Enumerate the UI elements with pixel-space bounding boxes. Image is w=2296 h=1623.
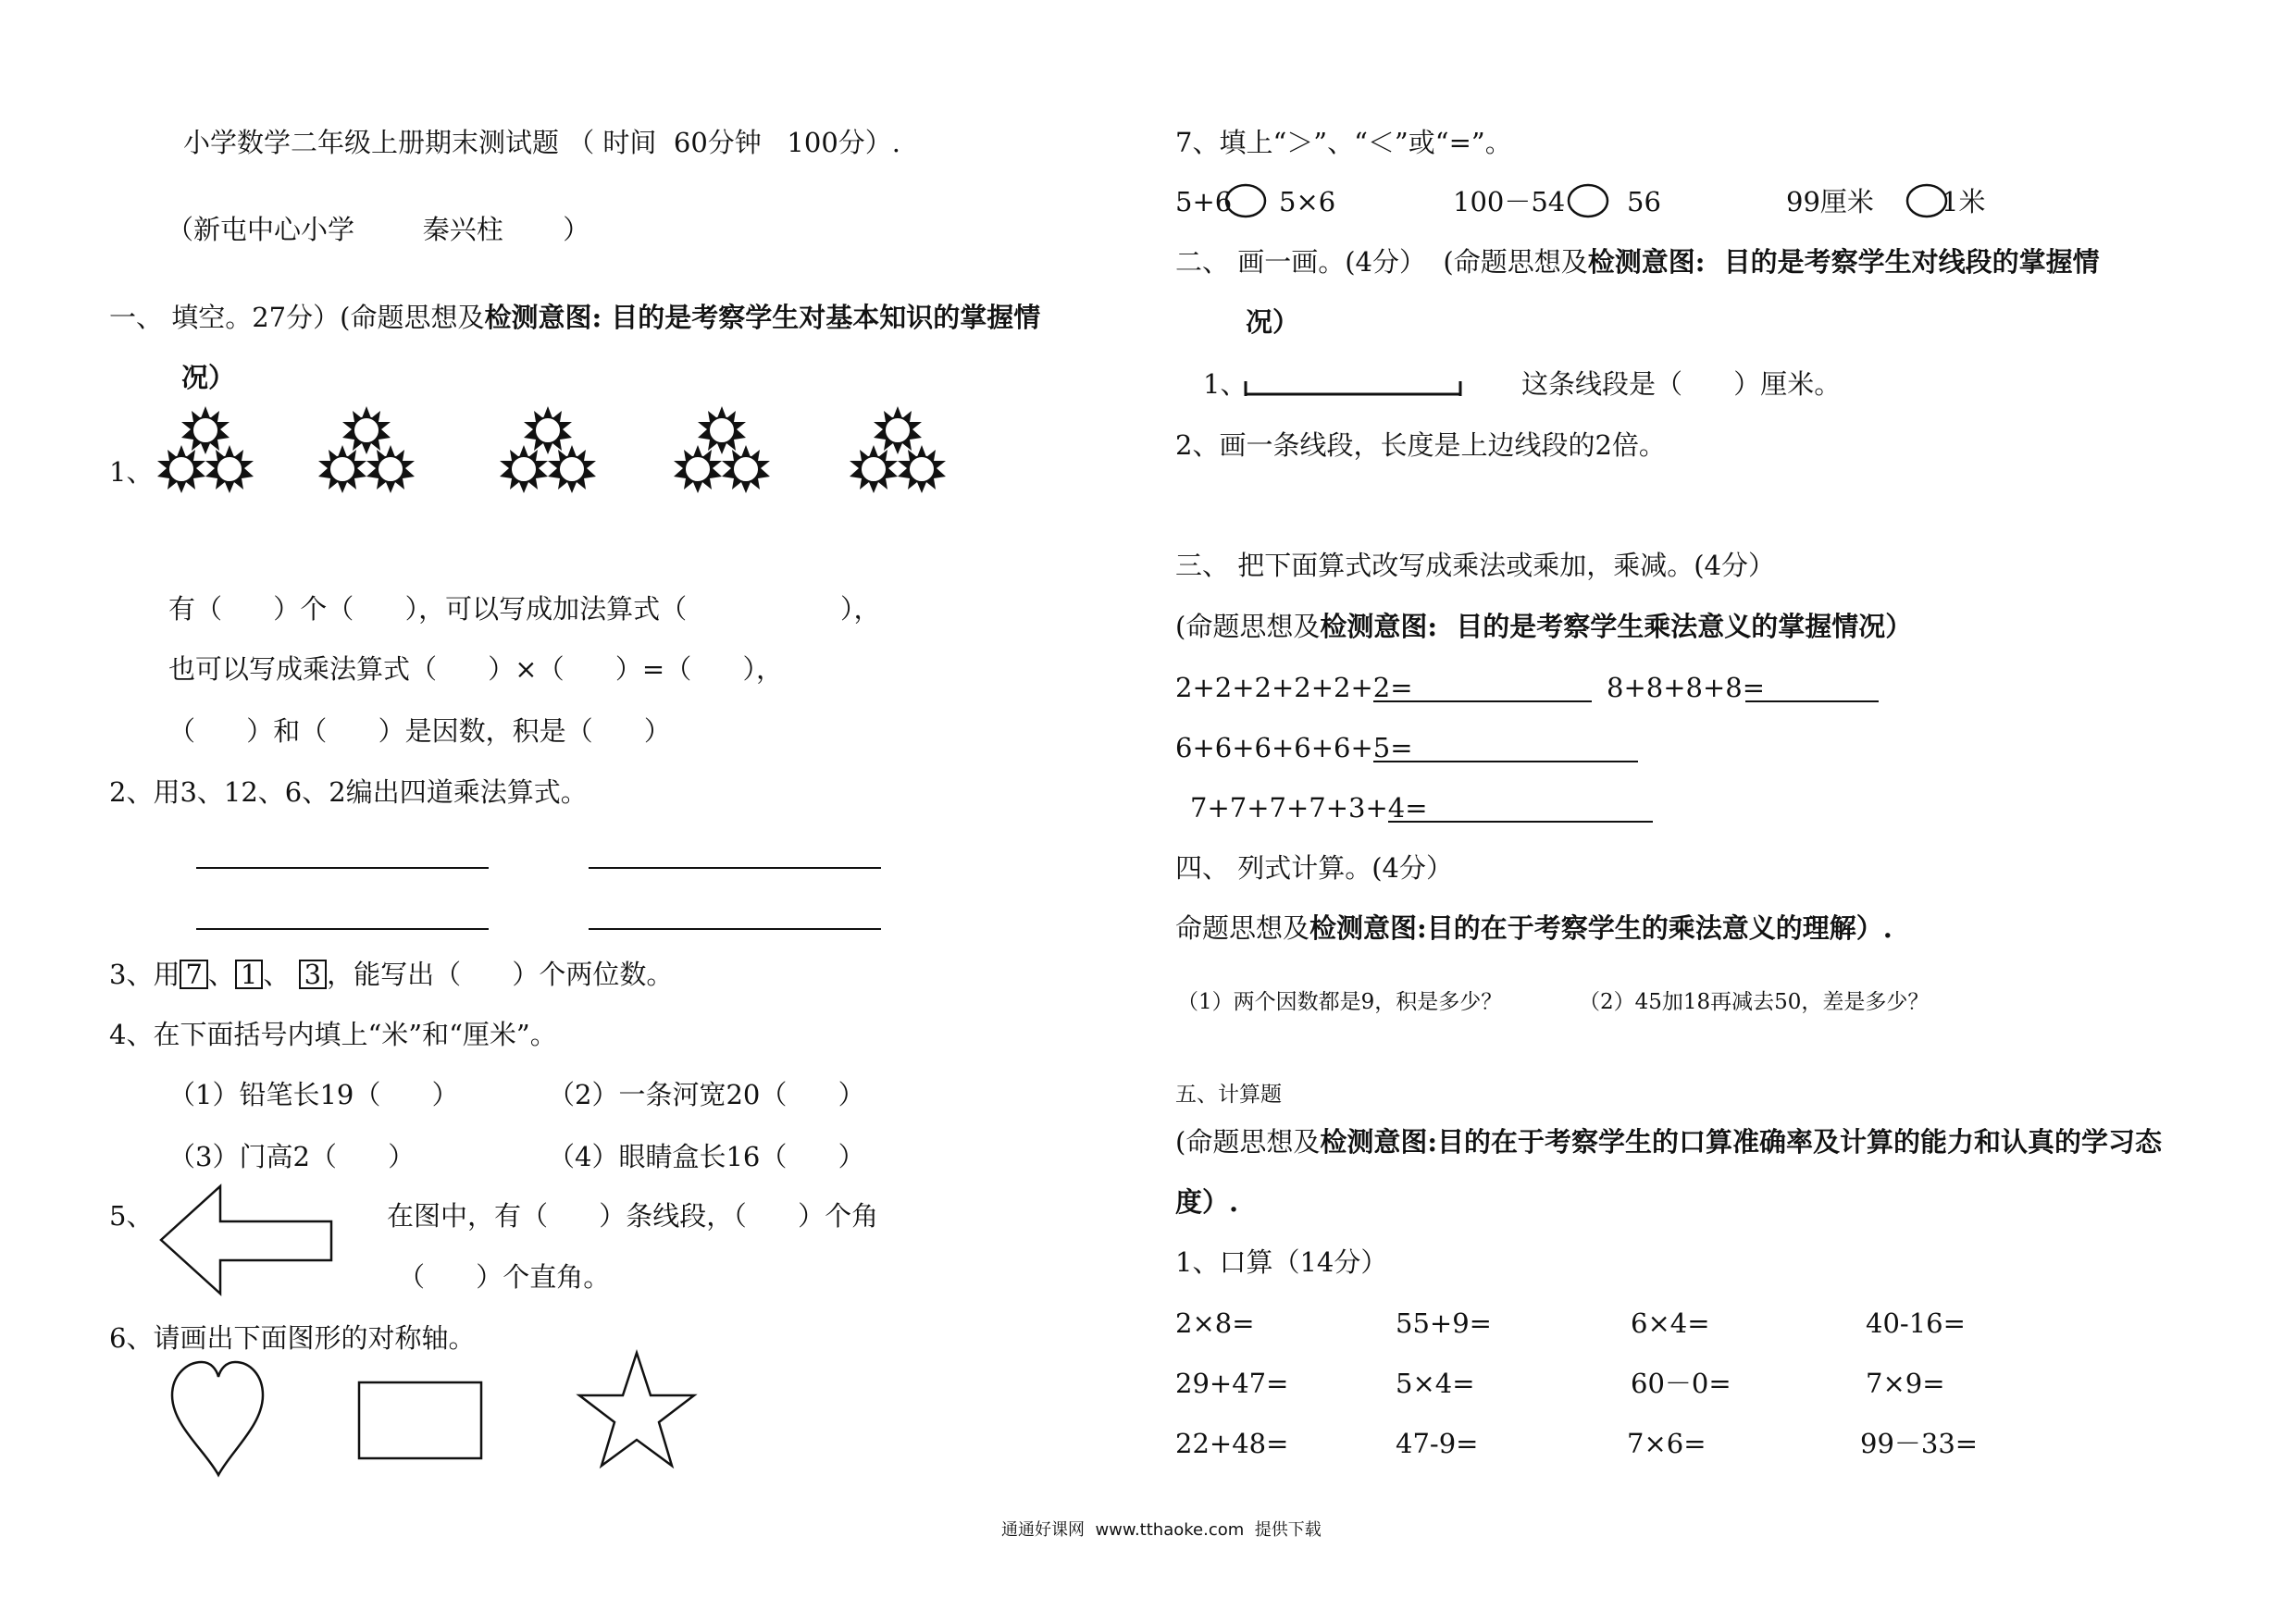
- q4-item-a: （1）铅笔长19（ ）: [168, 1079, 459, 1110]
- calc-item: 7×6=: [1627, 1428, 1706, 1459]
- q6-text: 6、请画出下面图形的对称轴。: [109, 1322, 476, 1354]
- part1-heading-tail: 况）: [181, 362, 236, 393]
- q1-line2: 也可以写成乘法算式（ ）×（ ）=（ ），: [168, 653, 784, 685]
- answer-line[interactable]: [589, 928, 881, 930]
- calc-item: 2×8=: [1175, 1307, 1255, 1339]
- q5-line2: （ ）个直角。: [398, 1261, 611, 1293]
- part5-sub: 1、口算（14分）: [1175, 1246, 1388, 1278]
- compare-circle[interactable]: [1566, 183, 1612, 220]
- compare-b-left: 100－54: [1453, 186, 1566, 217]
- q4-item-d: （4）眼睛盒长16（ ）: [548, 1141, 865, 1172]
- line-segment: [1244, 372, 1466, 400]
- compare-circle[interactable]: [1223, 183, 1270, 220]
- part4-note: 命题思想及检测意图:目的在于考察学生的乘法意义的理解）.: [1175, 912, 1893, 944]
- compare-c-left: 99厘米: [1786, 186, 1874, 217]
- expr-1: 2+2+2+2+2+2=: [1175, 672, 1413, 703]
- calc-item: 5×4=: [1396, 1368, 1475, 1399]
- heart-shape[interactable]: [168, 1358, 270, 1479]
- q4-item-b: （2）一条河宽20（ ）: [548, 1079, 865, 1110]
- sun-cluster-5: [850, 406, 946, 493]
- answer-line[interactable]: [1373, 700, 1592, 702]
- answer-line[interactable]: [196, 928, 489, 930]
- sun-cluster-2: [318, 406, 415, 493]
- q1-line3: （ ）和（ ）是因数，积是（ ）: [168, 715, 671, 747]
- expr-2: 8+8+8+8=: [1607, 672, 1765, 703]
- part2-heading-tail: 况）: [1246, 306, 1300, 338]
- part4-q2: （2）45加18再减去50，差是多少？: [1579, 990, 1930, 1014]
- compare-c-right: 1米: [1942, 186, 1986, 217]
- footer-credit: 通通好课网 www.tthaoke.com 提供下载: [1001, 1520, 1322, 1540]
- answer-line[interactable]: [1388, 821, 1653, 823]
- calc-item: 47-9=: [1396, 1428, 1479, 1459]
- calc-item: 99－33=: [1860, 1428, 1979, 1459]
- q5-line1: 在图中，有（ ）条线段，（ ）个角: [387, 1200, 879, 1232]
- school-author: （新屯中心小学 秦兴柱 ）: [167, 214, 590, 245]
- part4-q1: （1）两个因数都是9，积是多少？: [1177, 990, 1503, 1014]
- sun-cluster-1: [157, 406, 254, 493]
- star-shape[interactable]: [577, 1349, 698, 1479]
- arrow-shape: [159, 1184, 344, 1295]
- part5-note-tail: 度）.: [1175, 1186, 1239, 1218]
- compare-a-right: 5×6: [1279, 186, 1336, 217]
- compare-b-right: 56: [1627, 186, 1661, 217]
- part3-note: (命题思想及检测意图: 目的是考察学生乘法意义的掌握情况）: [1175, 611, 1913, 642]
- digit-card-1: 1: [235, 960, 263, 989]
- answer-line[interactable]: [1373, 761, 1638, 762]
- q5-label: 5、: [109, 1200, 154, 1232]
- part2-q1-text: 这条线段是（ ）厘米。: [1521, 368, 1842, 400]
- calc-item: 60－0=: [1631, 1368, 1731, 1399]
- part2-heading: 二、 画一画。(4分） (命题思想及检测意图: 目的是考察学生对线段的掌握情: [1175, 246, 2100, 278]
- expr-4: 7+7+7+7+3+4=: [1190, 792, 1428, 824]
- calc-item: 7×9=: [1866, 1368, 1945, 1399]
- q4-text: 4、在下面括号内填上“米”和“厘米”。: [109, 1019, 557, 1050]
- q7-text: 7、填上“＞”、“＜”或“=”。: [1175, 127, 1512, 158]
- page-title: 小学数学二年级上册期末测试题 （ 时间 60分钟 100分）.: [183, 127, 901, 158]
- expr-3: 6+6+6+6+6+5=: [1175, 732, 1413, 763]
- calc-item: 29+47=: [1175, 1368, 1289, 1399]
- q1-line1: 有（ ）个（ ），可以写成加法算式（ ），: [168, 593, 881, 625]
- calc-item: 6×4=: [1631, 1307, 1710, 1339]
- sun-cluster-3: [500, 406, 596, 493]
- answer-line[interactable]: [1745, 700, 1879, 702]
- digit-card-7: 7: [180, 960, 207, 989]
- part2-q1-label: 1、: [1203, 368, 1247, 400]
- calc-item: 40-16=: [1866, 1307, 1966, 1339]
- part1-heading: 一、 填空。27分）(命题思想及检测意图: 目的是考察学生对基本知识的掌握情: [109, 302, 1041, 333]
- q1-label: 1、: [109, 456, 154, 488]
- part5-heading: 五、计算题: [1175, 1083, 1282, 1107]
- calc-item: 55+9=: [1396, 1307, 1492, 1339]
- calc-item: 22+48=: [1175, 1428, 1289, 1459]
- q3-text: 3、用 7 、 1 、 3 ，能写出（ ）个两位数。: [109, 959, 674, 990]
- rectangle-shape[interactable]: [357, 1381, 487, 1464]
- answer-line[interactable]: [589, 867, 881, 869]
- digit-card-3: 3: [299, 960, 327, 989]
- part3-heading: 三、 把下面算式改写成乘法或乘加，乘减。(4分）: [1175, 550, 1775, 581]
- sun-clusters: [139, 393, 1064, 523]
- answer-line[interactable]: [196, 867, 489, 869]
- compare-a-left: 5+6: [1175, 186, 1233, 217]
- sun-cluster-4: [674, 406, 770, 493]
- q2-text: 2、用3、12、6、2编出四道乘法算式。: [109, 776, 588, 808]
- q4-item-c: （3）门高2（ ）: [168, 1141, 416, 1172]
- part2-q2: 2、画一条线段，长度是上边线段的2倍。: [1175, 429, 1666, 461]
- part5-note: (命题思想及检测意图:目的在于考察学生的口算准确率及计算的能力和认真的学习态: [1175, 1126, 2163, 1158]
- part4-heading: 四、 列式计算。(4分）: [1175, 852, 1453, 884]
